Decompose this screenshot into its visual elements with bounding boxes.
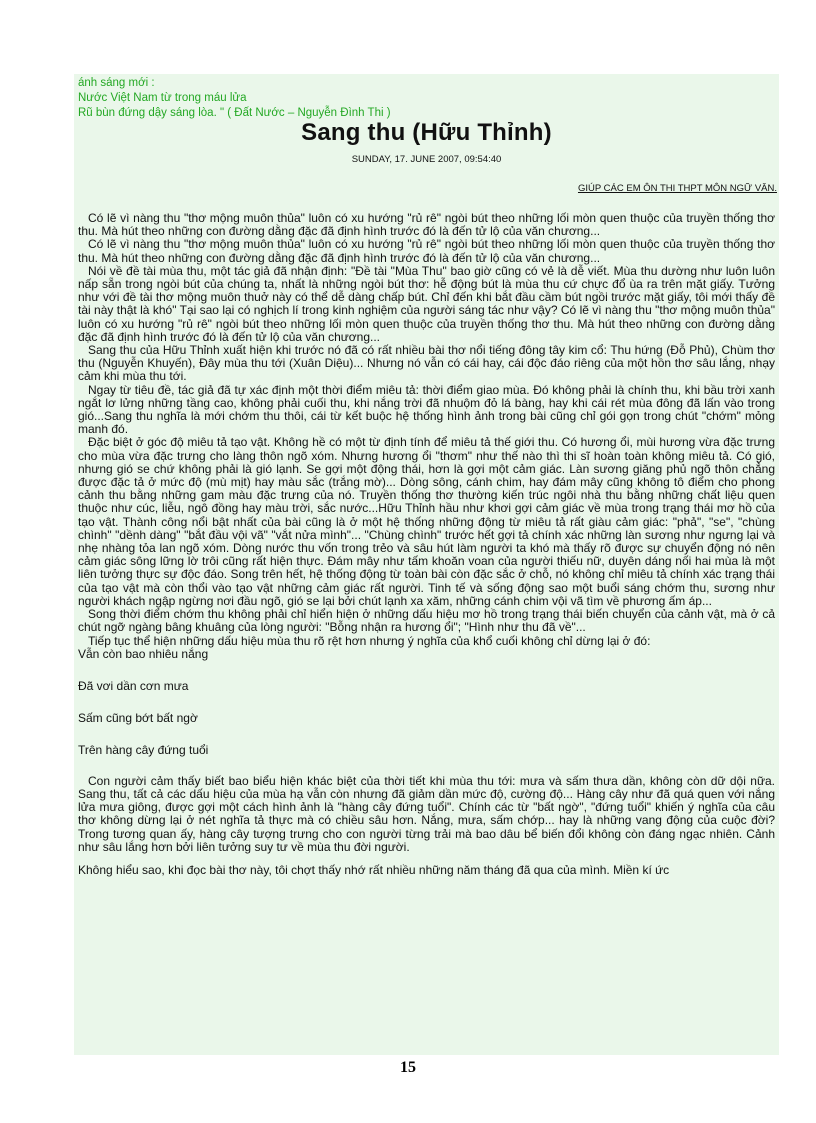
paragraph: Có lẽ vì nàng thu "thơ mộng muôn thủa" luôn có xu hướng "rủ rê" ngòi bút theo những lối mòn quen thuộc của truyền thống thơ thu. Mà hút theo những con đường dằng đặc đã định hình trước đó là đến tử lộ của văn chương...	[78, 237, 775, 265]
article-body	[78, 212, 775, 877]
paragraph: Ngay từ tiêu đề, tác giả đã tự xác định một thời điểm miêu tả: thời điểm giao mùa. Đó không phải là chính thu, khi bầu trời xanh ngắt lơ lửng những tầng cao, không phải cuối thu, khi nắng trời đã nhuộm đỏ lá bàng, hay khi cái rét mùa đông đã lấn vào trong gió...Sang thu nghĩa là mới chớm thu thôi, cái từ kết buộc hệ thống hình ảnh trong bài cũng chỉ gói gọn trong chút "chớm" mỏng manh đó.	[78, 382, 775, 437]
quote-line: ánh sáng mới :	[78, 77, 155, 89]
article-title: Sang thu (Hữu Thỉnh)	[301, 119, 552, 146]
poem-line: Vẫn còn bao nhiêu nắng	[78, 646, 209, 661]
document-panel	[74, 74, 779, 1055]
paragraph: Tiếp tục thể hiện những dấu hiệu mùa thu rõ rệt hơn nhưng ý nghĩa của khổ cuối không chỉ dừng lại ở đó:	[88, 633, 651, 648]
quote-line: Nước Việt Nam từ trong máu lửa	[78, 92, 247, 104]
paragraph: Có lẽ vì nàng thu "thơ mộng muôn thủa" luôn có xu hướng "rủ rê" ngòi bút theo những lối mòn quen thuộc của truyền thống thơ thu. Mà hút theo những con đường dằng đặc đã định hình trước đó là đến tử lộ của văn chương...	[78, 211, 775, 239]
quote-block	[78, 76, 391, 121]
poem-line: Trên hàng cây đứng tuổi	[78, 742, 209, 757]
paragraph: Sang thu của Hữu Thỉnh xuất hiện khi trước nó đã có rất nhiều bài thơ nổi tiếng đông tây kim cổ: Thu hứng (Đỗ Phủ), Chùm thơ thu (Nguyễn Khuyến), Đây mùa thu tới (Xuân Diệu)... Nhưng nó vẫn có cái hay, cái độc đáo riêng của một hồn thơ sâu lắng, nhạy cảm khi mùa thu tới.	[78, 343, 775, 384]
paragraph: Nói về đề tài mùa thu, một tác giả đã nhận định: "Đề tài "Mùa Thu" bao giờ cũng có vẻ là dễ viết. Mùa thu dường như luôn luôn nấp sẵn trong ngòi bút của chúng ta, nhất là những ngòi bút thơ: hễ động bút là mùa thu cứ chực đổ ùa ra trên mặt giấy. Tưởng như với đề tài thơ mộng muôn thuở này có thể dễ dàng chấp bút. Chỉ đến khi bắt đầu cầm bút ngồi trước mặt giấy, tôi mới thấy đề tài này thật là khó" Tại sao lại có nghịch lí trong kinh nghiệm của người sáng tác như vậy? Có lẽ vì nàng thu "thơ mộng muôn thủa" luôn có xu hướng "rủ rê" ngòi bút theo những lối mòn quen thuộc của truyền thống thơ thu. Mà hút theo những con đường dằng đặc đã định hình trước đó là đến tử lộ của văn chương...	[78, 263, 775, 344]
quote-line: Rũ bùn đứng dậy sáng lòa. " ( Đất Nước – Nguyễn Đình Thi )	[78, 107, 391, 119]
poem-line: Sấm cũng bớt bất ngờ	[78, 710, 198, 725]
article-date: SUNDAY, 17. JUNE 2007, 09:54:40	[351, 154, 502, 165]
page-number: 15	[400, 1059, 416, 1076]
paragraph: Đặc biệt ở góc độ miêu tả tạo vật. Không hề có một từ định tính để miêu tả thế giới thu. Có hương ổi, mùi hương vừa đặc trưng cho mùa vừa đặc trưng cho làng thôn ngõ xóm. Nhưng hương ổi "thơm" như thế nào thì thi sĩ hoàn toàn không miêu tả. Có gió, nhưng gió se chứ không phải là gió lạnh. Se gợi một động thái, hơn là gợi một cảm giác. Làn sương giăng phủ ngõ thôn chẳng được đặc tả ở mức độ (mù mịt) hay màu sắc (trắng mờ)... Dòng sông, cánh chim, hay đám mây cũng không tô điểm cho phong cảnh thu bằng những gam màu đặc trưng của nó. Truyền thống thơ thường kiến trúc ngôi nhà thu bằng những chất liệu quen thuộc như cúc, liễu, ngô đồng hay màu trời, sắc nước...Hữu Thỉnh hầu như khơi gợi cảm giác về mùa trong trạng thái mơ hồ của tạo vật. Thành công nổi bật nhất của bài cũng là ở một hệ thống những động từ miêu tả rất giàu cảm giác: "phả", "se", "chùng chình" "dềnh dàng" "bắt đầu vội vã" "vắt nửa mình"... "Chùng chình" trước hết gợi tả chính xác những làn sương như ngưng lại và nhẹ nhàng tỏa lan ngõ xóm. Dòng nước thu vốn trong trẻo và sâu hút làm người ta khó mà thấy rõ được sự chuyển động nó nên cảm giác sông lững lờ trôi cũng rất hiện thực. Đám mây như tấm khoăn voan của người thiếu nữ, duyên dáng nối hai mùa là một liên tưởng thực sự độc đáo. Song trên hết, hệ thống động từ toàn bài còn đặc sắc ở chỗ, nó không chỉ miêu tả chính xác trạng thái của tạo vật mà còn thổi vào tạo vật những cảm giác rất người. Tinh tế và sống động sao một buổi sáng chớm thu, sương như người khách ngập ngừng nơi đầu ngõ, gió se lại bởi chút lạnh xa xăm, những cánh chim vội vã tìm về phương ấm áp...	[78, 435, 775, 608]
paragraph: Con người cảm thấy biết bao biểu hiện khác biệt của thời tiết khi mùa thu tới: mưa và sấm thưa dần, không còn dữ dội nữa. Sang thu, tất cả các dấu hiệu của mùa hạ vẫn còn nhưng đã giảm dần mức độ, cường độ... Hàng cây như đã quá quen với nắng lửa mưa giông, được gợi một cách hình ảnh là "hàng cây đứng tuổi". Chính các từ "bất ngờ", "đứng tuổi" khiến ý nghĩa của câu thơ không dừng lại ở nét nghĩa tả thực mà có chiều sâu hơn. Nắng, mưa, sấm chớp... hay là những vang động của cuộc đời? Trong tương quan ấy, hàng cây tượng trưng cho con người từng trải mà bao dâu bể biến đổi không còn đáng ngạc nhiên. Cảnh như sâu lắng hơn bởi liên tưởng suy tư về mùa thu đời người.	[78, 773, 775, 854]
paragraph: Song thời điểm chớm thu không phải chỉ hiển hiện ở những dấu hiệu mơ hồ trong trạng thái biến chuyển của cảnh vật, mà ở cả chút ngỡ ngàng bâng khuâng của lòng người: "Bỗng nhận ra hương ổi"; "Hình như thu đã về"...	[78, 607, 775, 635]
paragraph: Không hiểu sao, khi đọc bài thơ này, tôi chợt thấy nhớ rất nhiều những năm tháng đã qua của mình. Miền kí ức	[78, 862, 670, 877]
article-caption: GIÚP CÁC EM ÔN THI THPT MÔN NGỮ VĂN.	[577, 183, 777, 194]
poem-line: Đã vơi dần cơn mưa	[78, 678, 189, 693]
